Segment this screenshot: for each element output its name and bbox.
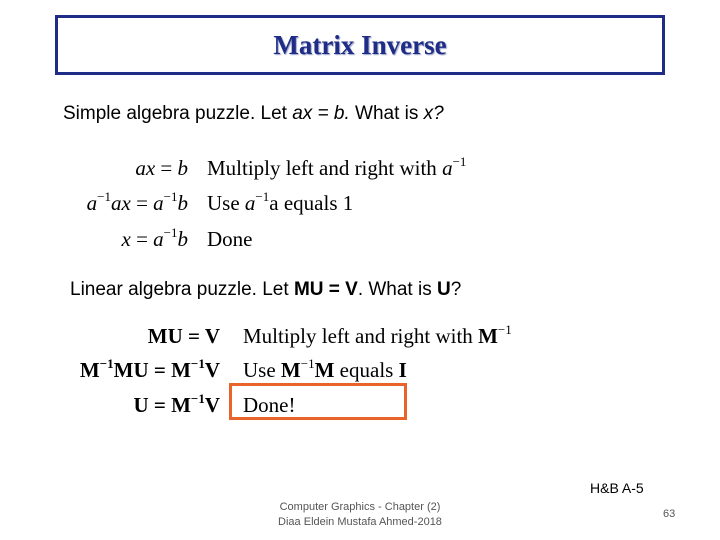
matrix-intro	[70, 279, 461, 301]
page-number: 63	[663, 508, 676, 520]
scalar-intro-var: x?	[423, 103, 444, 124]
reference-label: H&B A-5	[590, 480, 644, 496]
done-highlight-box	[229, 383, 407, 420]
matrix-step-2-end: I	[398, 358, 407, 382]
scalar-intro-prefix: Simple algebra puzzle. Let	[63, 103, 293, 124]
scalar-step-2-tail: a equals 1	[269, 191, 354, 215]
footer-credit	[260, 500, 460, 530]
matrix-intro-end: ?	[450, 279, 462, 300]
matrix-step-1	[243, 324, 512, 349]
matrix-step-1-sym: M	[478, 324, 498, 348]
matrix-eq-1: MU = V	[147, 324, 220, 348]
scalar-step-2	[207, 191, 353, 216]
scalar-step-1-text: Multiply left and right with	[207, 156, 443, 180]
matrix-intro-var: U	[437, 279, 451, 300]
matrix-eq-3: $U = M^{-1}V$	[133, 391, 220, 417]
scalar-step-2-sup: −1	[255, 189, 270, 204]
matrix-step-2-mid: M	[314, 358, 335, 382]
matrix-step-2-text: Use	[243, 358, 281, 382]
credit-line-2: Diaa Eldein Mustafa Ahmed-2018	[278, 516, 442, 528]
title-box	[55, 15, 665, 75]
scalar-step-3	[207, 227, 253, 252]
matrix-step-2-tail: equals	[334, 358, 399, 382]
matrix-step-2	[243, 358, 407, 383]
scalar-step-3-text: Done	[207, 227, 253, 251]
scalar-eq-3: $x = a^{-1}b$	[121, 225, 188, 251]
matrix-intro-prefix: Linear algebra puzzle. Let	[70, 279, 294, 300]
scalar-step-1-sym: a	[442, 156, 453, 180]
matrix-intro-question: . What is	[357, 279, 437, 300]
scalar-step-1-sup: −1	[452, 154, 467, 169]
scalar-step-2-text: Use	[207, 191, 245, 215]
scalar-intro	[63, 103, 444, 125]
matrix-step-2-sup: −1	[300, 356, 315, 371]
scalar-step-2-sym: a	[244, 191, 256, 215]
credit-line-1: Computer Graphics - Chapter (2)	[279, 501, 441, 513]
matrix-step-1-sup: −1	[497, 322, 512, 337]
matrix-eq-2: $M^{-1}MU = M^{-1}V$	[79, 356, 220, 382]
scalar-eq-1: ax = b	[135, 156, 188, 180]
slide-title: Matrix Inverse	[273, 29, 447, 60]
scalar-intro-question: What is	[349, 103, 424, 124]
scalar-intro-equation: ax = b.	[292, 103, 350, 124]
matrix-intro-equation: MU = V	[293, 279, 358, 300]
matrix-step-1-text: Multiply left and right with	[243, 324, 479, 348]
matrix-step-3-text: Done!	[243, 393, 296, 417]
scalar-eq-2: $a^{-1}ax = a^{-1}b$	[86, 189, 188, 215]
matrix-step-2-sym: M	[280, 358, 301, 382]
scalar-step-1	[207, 156, 466, 181]
